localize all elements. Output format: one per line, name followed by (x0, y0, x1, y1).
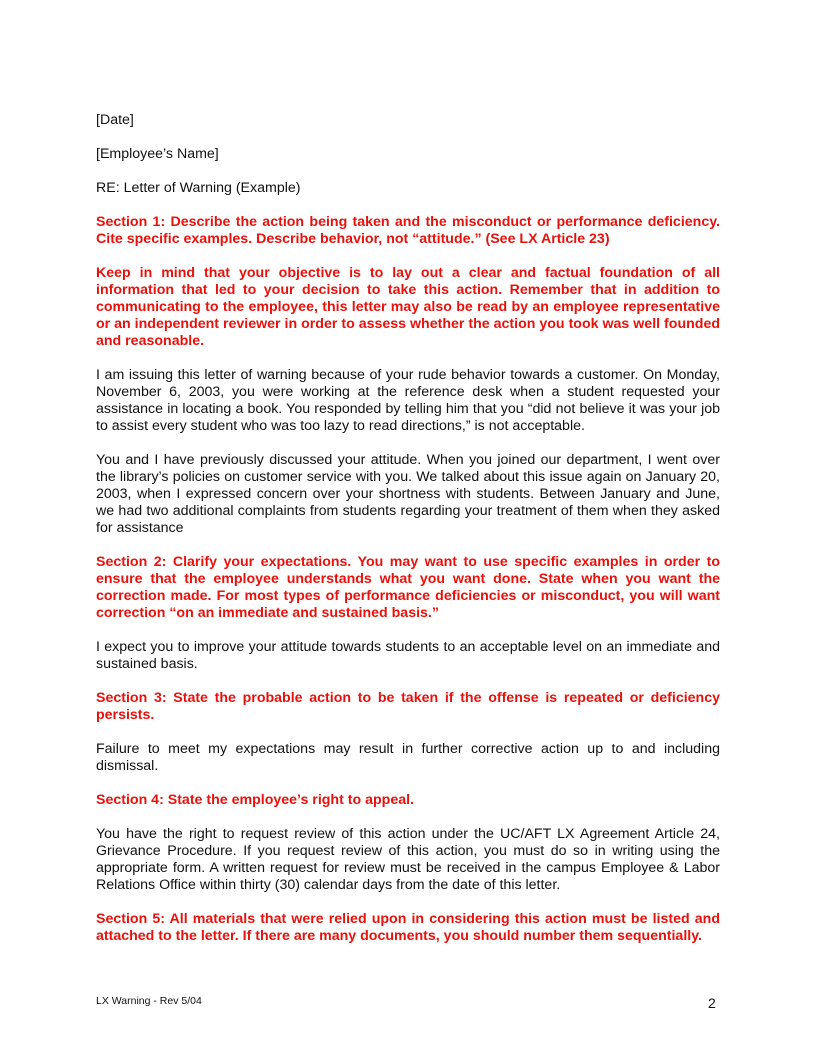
expectation-paragraph: I expect you to improve your attitude towards students to an acceptable level on an immediate and sustained basis. (96, 639, 720, 672)
page-number: 2 (708, 995, 716, 1011)
subject-line: RE: Letter of Warning (Example) (96, 180, 301, 196)
section-4-instruction: Section 4: State the employee’s right to appeal. (96, 792, 414, 808)
letter-body (96, 112, 720, 945)
date-placeholder: [Date] (96, 112, 134, 128)
history-paragraph: You and I have previously discussed your attitude. When you joined our department, I went over the library’s policies on customer service with you. We talked about this issue again on January 20, 2003, when I expressed concern over your shortness with students. Between January and June, we had two additional complaints from students regarding your treatment of them when they asked for assistance (96, 452, 720, 536)
section-5-instruction: Section 5: All materials that were relied upon in considering this action must be listed and attached to the letter. If there are many documents, you should number them sequentially. (96, 911, 720, 944)
consequence-paragraph: Failure to meet my expectations may result in further corrective action up to and including dismissal. (96, 741, 720, 774)
employee-name-placeholder: [Employee’s Name] (96, 146, 219, 162)
section-2-instruction: Section 2: Clarify your expectations. You may want to use specific examples in order to ensure that the employee understands what you want done. State when you want the correction made. For most types of performance deficiencies or misconduct, you will want correction “on an immediate and sustained basis.” (96, 554, 720, 621)
appeal-paragraph: You have the right to request review of this action under the UC/AFT LX Agreement Article 24, Grievance Procedure. If you request review of this action, you must do so in writing using the appropriate form. A written request for review must be received in the campus Employee & Labor Relations Office within thirty (30) calendar days from the date of this letter. (96, 826, 720, 893)
objective-instruction: Keep in mind that your objective is to lay out a clear and factual foundation of all information that led to your decision to take this action. Remember that in addition to communicating to the employee, this letter may also be read by an employee representative or an independent reviewer in order to assess whether the action you took was well founded and reasonable. (96, 265, 720, 349)
section-1-instruction: Section 1: Describe the action being taken and the misconduct or performance deficiency. Cite specific examples. Describe behavior, not “attitude.” (See LX Article 23) (96, 214, 720, 247)
incident-paragraph: I am issuing this letter of warning because of your rude behavior towards a customer. On Monday, November 6, 2003, you were working at the reference desk when a student requested your assistance in locating a book. You responded by telling him that you “did not believe it was your job to assist every student who was too lazy to read directions,” is not acceptable. (96, 367, 720, 434)
footer-revision: LX Warning - Rev 5/04 (96, 995, 202, 1007)
section-3-instruction: Section 3: State the probable action to be taken if the offense is repeated or deficiency persists. (96, 690, 720, 723)
